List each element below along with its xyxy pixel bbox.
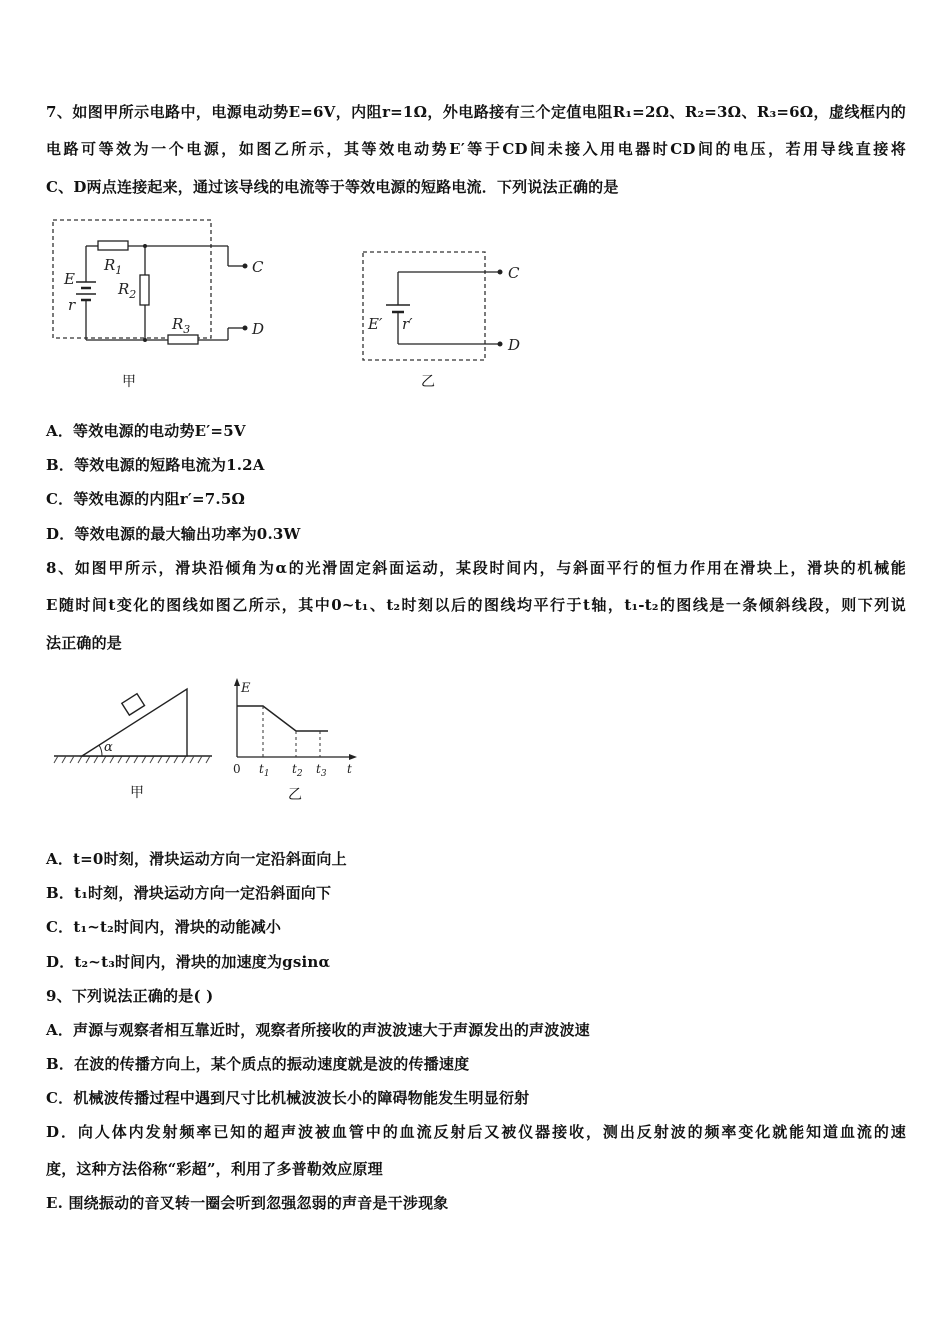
q9-option-c: C．机械波传播过程中遇到尺寸比机械波波长小的障碍物能发生明显衍射: [46, 1089, 530, 1107]
q9-option-a: A．声源与观察者相互靠近时，观察者所接收的声波波速大于声源发出的声波波速: [46, 1021, 590, 1039]
energy-curve: [237, 706, 328, 731]
q8-stem-line-1: 8、如图甲所示，滑块沿倾角为α的光滑固定斜面运动，某段时间内，与斜面平行的恒力作用在滑块上，滑块的机械能: [46, 559, 906, 577]
q8-option-a: A．t=0时刻，滑块运动方向一定沿斜面向上: [46, 850, 347, 868]
caption-jia-q7: 甲: [122, 374, 136, 390]
label-d-jia: D: [252, 320, 265, 338]
label-e-jia: E: [64, 270, 75, 288]
q7-option-d: D．等效电源的最大输出功率为0.3W: [46, 525, 301, 543]
label-r-jia: r: [68, 296, 76, 314]
label-c-jia: C: [252, 258, 264, 276]
caption-jia-q8: 甲: [130, 785, 144, 801]
label-e-prime: E′: [368, 315, 383, 333]
q9-option-d-line-2: 度，这种方法俗称“彩超”，利用了多普勒效应原理: [46, 1160, 383, 1178]
q9-option-e: E. 围绕振动的音叉转一圈会听到忽强忽弱的声音是干涉现象: [46, 1194, 449, 1212]
q7-option-c: C．等效电源的内阻r′=7.5Ω: [46, 490, 246, 508]
label-r2: $R_2$: [118, 280, 137, 301]
label-origin: 0: [233, 762, 241, 776]
label-r3: $R_3$: [172, 315, 191, 336]
label-r-prime: r′: [402, 315, 413, 333]
caption-yi-q7: 乙: [421, 374, 435, 390]
label-c-yi: C: [508, 264, 520, 282]
label-t2: $t_2$: [292, 762, 303, 779]
terminal-d-jia: [243, 326, 248, 331]
q7-circuit-jia: [48, 218, 278, 393]
caption-yi-q8: 乙: [288, 787, 302, 803]
label-t1: $t_1$: [259, 762, 270, 779]
resistor-r2: [140, 275, 149, 305]
battery-jia: [76, 282, 96, 300]
label-e-axis: E: [241, 681, 251, 696]
label-r1: $R_1$: [104, 256, 123, 277]
q7-circuit-yi: [360, 250, 540, 365]
terminal-d-yi: [498, 342, 503, 347]
slider-block: [122, 694, 145, 715]
q7-stem-line-2: 电路可等效为一个电源，如图乙所示，其等效电动势E′等于CD间未接入用电器时CD间的电压，若用导线直接将: [46, 140, 906, 158]
q8-option-b: B．t₁时刻，滑块运动方向一定沿斜面向下: [46, 884, 332, 902]
q9-option-d-line-1: D．向人体内发射频率已知的超声波被血管中的血流反射后又被仪器接收，测出反射波的频率变化就能知道血流的速: [46, 1123, 906, 1141]
q7-option-b: B．等效电源的短路电流为1.2A: [46, 456, 265, 474]
label-t-axis: t: [347, 762, 352, 776]
q8-et-graph-yi: [228, 676, 368, 781]
label-alpha: α: [104, 740, 113, 755]
resistor-r3: [168, 335, 198, 344]
q7-stem-line-1: 7、如图甲所示电路中，电源电动势E=6V，内阻r=1Ω，外电路接有三个定值电阻R₁=2Ω、R₂=3Ω、R₃=6Ω，虚线框内的: [46, 103, 906, 121]
q8-option-d: D．t₂~t₃时间内，滑块的加速度为gsinα: [46, 953, 331, 971]
terminal-c-yi: [498, 270, 503, 275]
q8-option-c: C．t₁~t₂时间内，滑块的动能减小: [46, 918, 282, 936]
label-d-yi: D: [508, 336, 521, 354]
q8-incline-jia: [52, 686, 217, 776]
q8-stem-line-2: E随时间t变化的图线如图乙所示，其中0~t₁、t₂时刻以后的图线均平行于t轴，t₁-t₂的图线是一条倾斜线段，则下列说: [46, 596, 906, 614]
q7-option-a: A．等效电源的电动势E′=5V: [46, 422, 246, 440]
resistor-r1: [98, 241, 128, 250]
q9-stem: 9、下列说法正确的是( ): [46, 987, 214, 1005]
label-t3: $t_3$: [316, 762, 327, 779]
battery-yi: [386, 305, 410, 312]
terminal-c-jia: [243, 264, 248, 269]
q8-stem-line-3: 法正确的是: [46, 634, 123, 652]
q7-stem-line-3: C、D两点连接起来，通过该导线的电流等于等效电源的短路电流．下列说法正确的是: [46, 178, 619, 196]
q9-option-b: B．在波的传播方向上，某个质点的振动速度就是波的传播速度: [46, 1055, 470, 1073]
